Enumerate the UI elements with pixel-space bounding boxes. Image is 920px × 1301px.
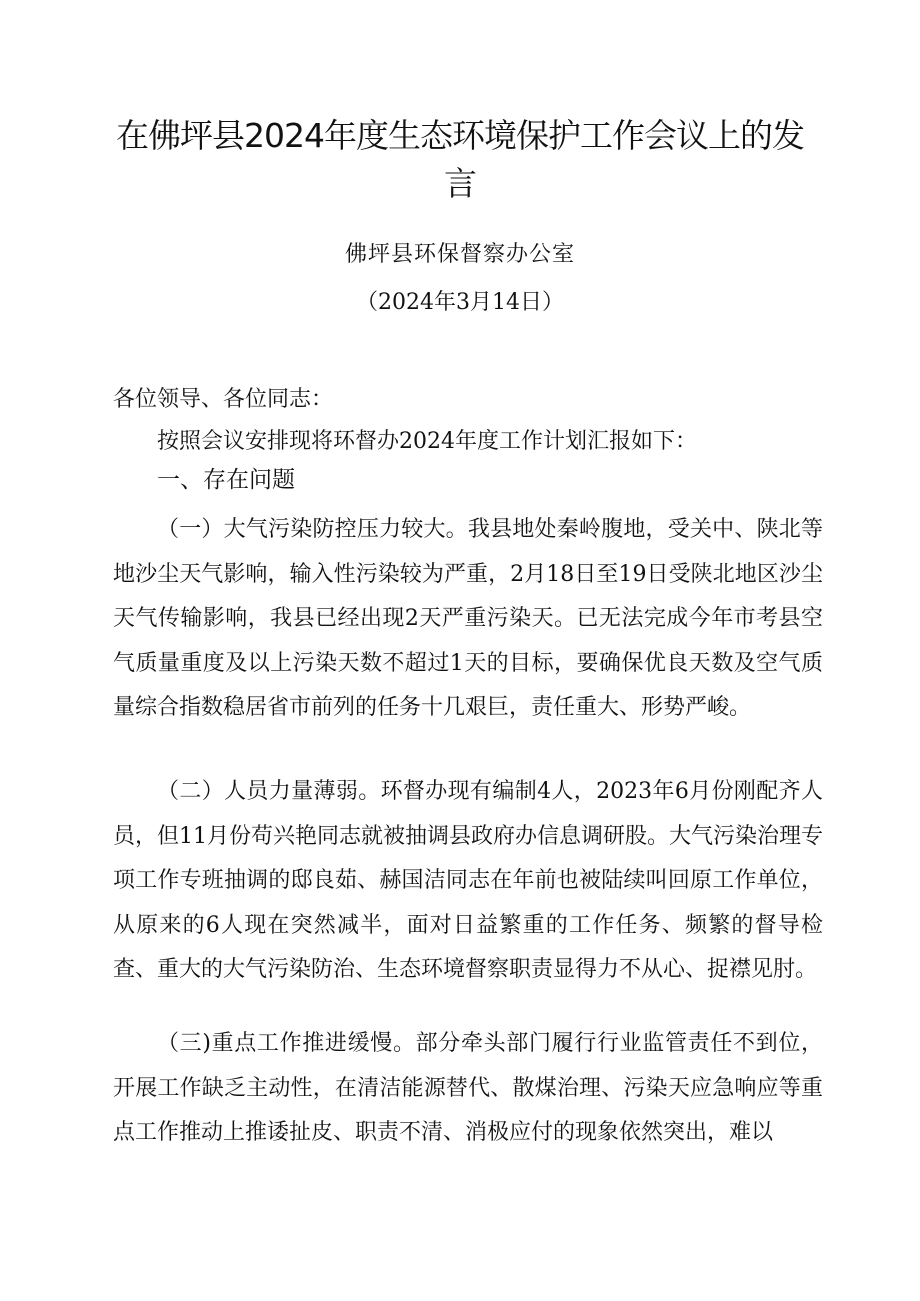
document-date: （2024年3月14日） [356, 290, 564, 315]
greeting: 各位领导、各位同志： [113, 387, 334, 412]
paragraph-1: （一）大气污染防控压力较大。我县地处秦岭腹地，受关中、陕北等地沙尘天气影响，输入性污染较为严重，2月18日至19日受陕北地区沙尘天气传输影响，我县已经出现2天严重污染天。已无法完成今年市考县空气质量重度及以上污染天数不超过1天的目标，要确保优良天数及空气质量综合指数稳居省市前列的任务十几艰巨，责任重大、形势严峻。 [113, 517, 823, 721]
paragraph-3: （三)重点工作推进缓慢。部分牵头部门履行行业监管责任不到位，开展工作缺乏主动性，在清洁能源替代、散煤治理、污染天应急响应等重点工作推动上推诿扯皮、职责不清、消极应付的现象依然突出，难以 [113, 1031, 823, 1146]
organization-name: 佛坪县环保督察办公室 [344, 242, 575, 267]
paragraph-2: （二）人员力量薄弱。环督办现有编制4人，2023年6月份刚配齐人员，但11月份苟兴艳同志就被抽调县政府办信息调研股。大气污染治理专项工作专班抽调的邸良茹、赫国洁同志在年前也被陆续叫回原工作单位，从原来的6人现在突然减半，面对日益繁重的工作任务、频繁的督导检查、重大的大气污染防治、生态环境督察职责显得力不从心、捉襟见肘。 [113, 779, 823, 983]
section-heading: 一、存在问题 [157, 467, 295, 493]
document-title: 在佛坪县2024年度生态环境保护工作会议上的发言 [116, 116, 804, 203]
intro-paragraph: 按照会议安排现将环督办2024年度工作计划汇报如下： [157, 429, 697, 454]
